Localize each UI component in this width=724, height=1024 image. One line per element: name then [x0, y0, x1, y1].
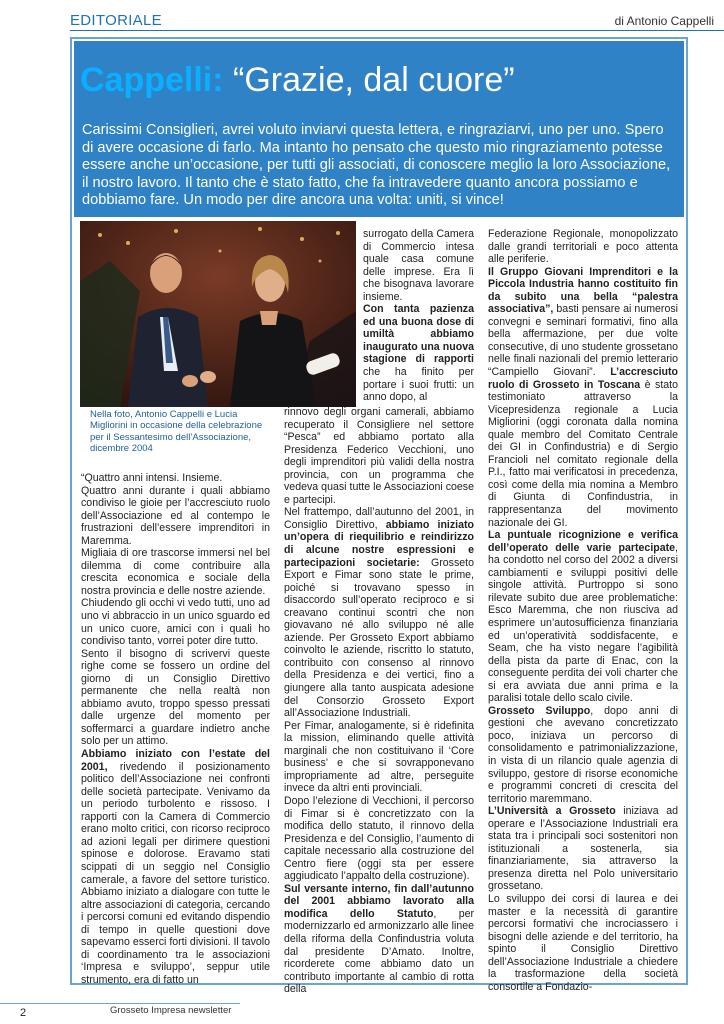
- paragraph: [284, 506, 474, 719]
- paragraph-text: che ha finito per portare i suoi frutti: un anno dopo, al: [363, 366, 474, 404]
- paragraph: [488, 529, 678, 705]
- paragraph-text: Nel frattempo, dall’autunno del 2001, in Consiglio Direttivo,: [284, 506, 474, 531]
- paragraph: [488, 805, 678, 893]
- bold-phrase: L’accresciuto ruolo di Grosseto in Toscana: [488, 366, 678, 391]
- bold-lead: La puntuale ricognizione e verifica dell’operato delle varie partecipate: [488, 529, 678, 554]
- publication-name: Grosseto Impresa newsletter: [110, 1005, 232, 1016]
- paragraph: [488, 705, 678, 805]
- section-label: EDITORIALE: [70, 12, 162, 29]
- paragraph: [284, 883, 474, 996]
- footer-divider: [0, 1003, 240, 1004]
- paragraph-text: basti pensare ai numerosi convegni e seminari formativi, fino alla bella affermazione, per due volte consecutive, di uno studente grossetano nelle finali nazionali del premio letterario “Campiello Giovani”.: [488, 303, 678, 379]
- photo-caption: Nella foto, Antonio Cappelli e Lucia Migliorini in occasione della celebrazione per il Sessantesimo dell’Associazione, dicembre 2004: [90, 409, 263, 455]
- column-2: [284, 406, 474, 996]
- paragraph-text: rivedendo il posizionamento politico dell’Associazione nei confronti delle società partecipate. Venivamo da un periodo turbolento e rissoso. I rapporti con la Camera di Commercio erano molto critici, con ricorso reciproco ad azioni legali per dirimere questioni spinose e dolorose. Eravamo stati scippati di un seggio nel Consiglio camerale, a favore del settore turistico. Abbiamo iniziato a dialogare con tutte le altre associazioni di categoria, cercando i percorsi comuni ed evitando dispendio di tempo in quelle questioni dove sapevamo esserci forti divisioni. Il tavolo di coordinamento tra le associazioni ‘Impresa e sviluppo’, seppur utile strumento, era di fatto un: [81, 760, 271, 986]
- bold-lead: Sul versante interno, fin dall’autunno del 2001 abbiamo lavorato alla modifica dello Statuto: [284, 882, 474, 920]
- paragraph: rinnovo degli organi camerali, abbiamo recuperato il Consigliere nel settore “Pesca” ed abbiamo portato alla Presidenza Federico Vecchioni, uno degli imprenditori più validi della nostra provincia, con un programma che vedeva quasi tutte le Associazioni coese e partecipi.: [284, 406, 474, 506]
- paragraph: Chiudendo gli occhi vi vedo tutti, uno ad uno vi abbraccio in un unico sguardo ed un unico cuore, amici con i quali ho condiviso tanto, vorrei poter dire tutto.: [81, 597, 270, 648]
- paragraph-text: è stato testimoniato attraverso la Vicepresidenza regionale a Lucia Migliorini (oggi coronata dalla nomina quale membro del Comitato Centrale dei GI in Confindustria) e di Sergio Francioli nel comitato regionale della P.I., fatto mai verificatosi in precedenza, così come della mia nomina a Membro di Giunta di Confindustria, in rappresentanza del movimento nazionale dei GI.: [488, 378, 678, 529]
- paragraph: [81, 748, 270, 986]
- paragraph-text: , per modernizzarlo ed armonizzarlo alle linee della riforma della Confindustria voluta dal presidente D’Amato. Inoltre, ricorderete come abbiamo dato un contributo importante al cambio di rotta della: [284, 907, 474, 996]
- bold-lead: Abbiamo iniziato con l’estate del 2001,: [81, 748, 270, 773]
- paragraph: Federazione Regionale, monopolizzato dalle grandi territoriali e poco attenta alle periferie.: [488, 228, 678, 266]
- page-number: 2: [20, 1007, 27, 1019]
- paragraph: [488, 266, 678, 529]
- paragraph: Per Fimar, analogamente, si è ridefinita la mission, eliminando quelle attività marginali che non costituivano il ‘Core business’ e che si sovrapponevano impropriamente ad altre, perseguite invece da altri enti provinciali.: [284, 719, 474, 795]
- column-3: [488, 228, 678, 993]
- column-2-top: [363, 228, 474, 404]
- paragraph-text: iniziava ad operare e l’Associazione Industriali era stata tra i principali soci sostenitori non istituzionali a sostenerla, sia finanziariamente, sia attraverso la presenza diretta nel Polo universitario grossetano.: [488, 805, 678, 893]
- paragraph-text: , ha condotto nel corso del 2002 a diversi cambiamenti e sviluppi positivi delle singole attività. Purtroppo si sono rilevate subito due aree problematiche: Esco Maremma, che non riusciva ad esprimere un’autosufficienza finanziaria ed un’operatività soddisfacente, e Seam, che ha visto negare l’agibilità della pista da parte di Enac, con la conseguente perdita dei voli charter che si era avviata due anni prima e la paralisi totale dello scalo civile.: [488, 541, 678, 705]
- paragraph-text: Grosseto Export e Fimar sono state le prime, poiché si trovavano spesso in disaccordo sull’operato reciproco e si creavano continui scontri che non giovavano né allo sviluppo né alle aziende. Per Grosseto Export abbiamo coinvolto le aziende, riscritto lo statuto, contribuito con consenso al rinnovo della Presidenza e dei vertici, fino a giungere alla tanto auspicata adesione del Consorzio Grosseto Export all’Associazione Industriali.: [284, 556, 474, 720]
- title-name: Cappelli:: [80, 61, 224, 99]
- header-divider: [70, 30, 724, 31]
- bold-phrase: abbiamo iniziato un’opera di riequilibrio e reindirizzo di alcune nostre espressioni e partecipazioni societarie:: [284, 518, 474, 569]
- paragraph: surrogato della Camera di Commercio intesa quale casa comune delle imprese. Era lì che bisognava lavorare insieme.: [363, 228, 474, 303]
- paragraph: Quattro anni durante i quali abbiamo condiviso le gioie per l’accresciuto ruolo dell’Associazione ed al contempo le frustrazioni dell’essere imprenditori in Maremma.: [81, 484, 270, 547]
- author-byline: di Antonio Cappelli: [614, 14, 714, 28]
- paragraph: Dopo l’elezione di Vecchioni, il percorso di Fimar si è concretizzato con la modifica dello statuto, il rinnovo della Presidenza e del Consiglio, l’aumento di capitale necessario alla costruzione del Centro fiere (oggi sta per essere aggiudicato l’appalto della costruzione).: [284, 794, 474, 883]
- article-title: [80, 60, 515, 100]
- bold-lead: Grosseto Sviluppo: [488, 704, 591, 717]
- paragraph-text: , dopo anni di gestioni che avevano concretizzato poco, iniziava un percorso di consolidamento e patrimonializzazione, in vista di un rilancio quale agenzia di sviluppo, gestore di risorse economiche e programmi concreti di crescita del territorio maremmano.: [488, 704, 678, 805]
- article-photo: [80, 221, 356, 407]
- title-text: “Grazie, dal cuore”: [233, 61, 515, 99]
- paragraph: Sento il bisogno di scrivervi queste righe come se fossero un ordine del giorno di un Consiglio Direttivo permanente che nella realtà non abbiamo avuto, troppo spesso pressati dalle urgenze del momento per soffermarci a guardare indietro anche solo per un attimo.: [81, 647, 270, 748]
- bold-lead: Con tanta pazienza ed una buona dose di umiltà abbiamo inaugurato una nuova stagione di rapporti: [363, 303, 474, 366]
- paragraph: Migliaia di ore trascorse immersi nel bel dilemma di come contribuire alla crescita economica e sociale della nostra provincia e delle nostre aziende.: [81, 547, 270, 597]
- paragraph: Lo sviluppo dei corsi di laurea e dei master e la necessità di garantire percorsi formativi che incrociassero i bisogni delle aziende e del territorio, ha spinto il Consiglio Direttivo dell’Associazione Industriale a chiedere la trasformazione della società consortile a Fondazio-: [488, 892, 678, 993]
- photo-illustration: [80, 221, 356, 407]
- bold-lead: Il Gruppo Giovani Imprenditori e la Piccola Industria hanno costituito fin da subito una bella “palestra associativa”,: [488, 265, 678, 316]
- bold-lead: L’Università a Grosseto: [488, 805, 616, 818]
- paragraph: “Quattro anni intensi. Insieme.: [81, 472, 223, 484]
- paragraph: [363, 303, 474, 403]
- column-1: [81, 472, 270, 986]
- lead-paragraph: Carissimi Consiglieri, avrei voluto inviarvi questa lettera, e ringraziarvi, uno per uno. Spero di avere occasione di farlo. Ma intanto ho pensato che questo mio ringraziamento potesse essere anche un’occasione, per tutti gli associati, di conoscere meglio la loro Associazione, il nostro lavoro. Il tanto che è stato fatto, che fa intravedere quanto ancora possiamo e dobbiamo fare. Un modo per dire ancora una volta: uniti, si vince!: [82, 122, 671, 209]
